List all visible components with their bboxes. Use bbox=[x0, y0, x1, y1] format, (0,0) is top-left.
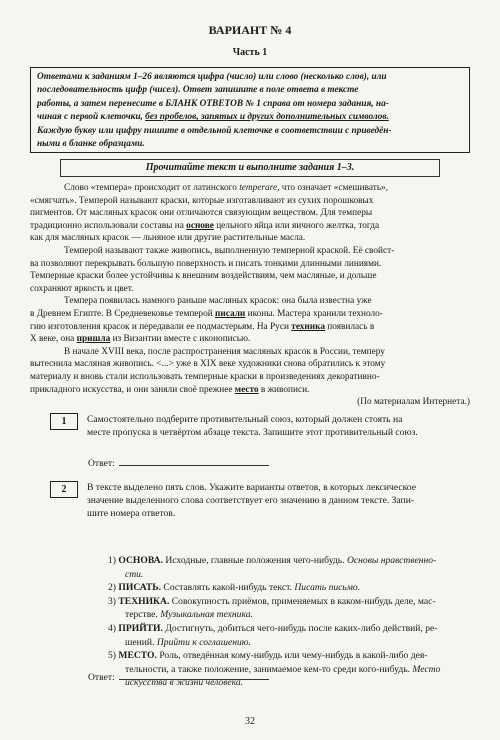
answer-label: Ответ: bbox=[88, 672, 115, 683]
instructions-line: ными в бланке образцами. bbox=[37, 139, 145, 150]
text-source: (По материалам Интернета.) bbox=[357, 397, 470, 408]
text-line: X веке, она пришла из Византии вместе с иконописью. bbox=[30, 334, 251, 345]
reading-text bbox=[30, 182, 470, 409]
text-line: как для масляных красок — льняное или другие растительные масла. bbox=[30, 233, 306, 244]
option-item: 1) ОСНОВА. Исходные, главные положения чего-нибудь. Основы нравственно- сти. bbox=[108, 555, 437, 580]
answer-label: Ответ: bbox=[88, 458, 115, 469]
option-item: 3) ТЕХНИКА. Совокупность приёмов, применяемых в каком-нибудь деле, мас- терстве. Музыкальная техника. bbox=[108, 595, 436, 621]
text-line: материалу и вновь стали использовать темперные краски в произведениях декоративно- bbox=[30, 371, 380, 382]
instructions-line: Ответами к заданиям 1–26 являются цифра (число) или слово (несколько слов), или bbox=[37, 72, 387, 82]
task-number-1: 1 bbox=[50, 413, 78, 430]
highlighted-word: техника bbox=[291, 321, 325, 332]
text-line: Темперой называют также живопись, выполненную темперной краской. Её свойст- bbox=[64, 245, 395, 256]
instructions-line: работы, а затем перенесите в БЛАНК ОТВЕТОВ № 1 справа от номера задания, на- bbox=[37, 98, 389, 109]
text-line: Темпера появилась намного раньше масляных красок: она была известна уже bbox=[64, 296, 372, 307]
reading-banner: Прочитайте текст и выполните задания 1–3. bbox=[60, 159, 440, 177]
task-number-2: 2 bbox=[50, 481, 78, 498]
instructions-line: последовательность цифр (чисел). Ответ запишите в поле ответа в тексте bbox=[37, 85, 359, 96]
answer-line[interactable] bbox=[119, 669, 269, 680]
text-line: Слово «темпера» происходит от латинского temperare, что означает «смешивать», bbox=[64, 183, 389, 193]
instructions-line: Каждую букву или цифру пишите в отдельной клеточке в соответствии с приведён- bbox=[37, 125, 392, 136]
text-line: Темперные краски более устойчивы к внешним воздействиям, чем масляные, и дольше bbox=[30, 271, 377, 282]
highlighted-word: основе bbox=[186, 220, 214, 231]
answer-line[interactable] bbox=[119, 455, 269, 466]
highlighted-word: место bbox=[234, 384, 259, 395]
option-item: 4) ПРИЙТИ. Достигнуть, добиться чего-нибудь после каких-либо действий, ре- шений. Прийти к соглашению. bbox=[108, 622, 438, 648]
text-line: традиционно использовали составы на основе цельного яйца или яичного желтка, тогда bbox=[30, 220, 380, 231]
highlighted-word: писали bbox=[215, 308, 246, 319]
task-2-text bbox=[87, 481, 471, 520]
option-item: 5) МЕСТО. Роль, отведённая кому-нибудь или чему-нибудь в какой-либо дея- тельности, а также положение, занимаемое кем-то среди кого-нибудь. Место искусства в жизни человека. bbox=[108, 650, 441, 689]
task-1-answer[interactable] bbox=[88, 455, 269, 469]
variant-title: ВАРИАНТ № 4 bbox=[208, 23, 292, 37]
text-line: пигментов. От масляных красок они отличаются связующим веществом. Для темперы bbox=[30, 208, 373, 219]
text-line: сохраняют яркость и цвет. bbox=[30, 283, 134, 294]
text-line: гию изготовления красок и передавали ее подмастерьям. На Руси техника появилась в bbox=[30, 321, 375, 332]
text-line: вытеснила масляная живопись. <...> уже в XIX веке художники снова обратились к этому bbox=[30, 359, 386, 370]
task-line: месте пропуска в четвёртом абзаце текста. Запишите этот противительный союз. bbox=[87, 427, 418, 438]
text-line: «смягчать». Темперой называют краски, которые изготавливают из сухих порошковых bbox=[30, 195, 374, 206]
text-line: В начале XVIII века, после распространения масляных красок в России, темперу bbox=[64, 346, 385, 357]
task-line: шите номера ответов. bbox=[87, 508, 176, 519]
task-1-text bbox=[87, 413, 471, 439]
task-line: В тексте выделено пять слов. Укажите варианты ответов, в которых лексическое bbox=[87, 482, 416, 493]
text-line: в Древнем Египте. В Средневековье темперой писали иконы. Мастера хранили техноло- bbox=[30, 308, 383, 319]
page-number: 32 bbox=[245, 716, 255, 727]
task-line: Самостоятельно подберите противительный союз, который должен стоять на bbox=[87, 414, 403, 425]
instructions-box bbox=[30, 67, 470, 153]
task-line: значение выделенного слова соответствует его значению в данном тексте. Запи- bbox=[87, 495, 415, 506]
instructions-line: чиная с первой клеточки, без пробелов, запятых и других дополнительных символов. bbox=[37, 112, 389, 123]
highlighted-word: пришла bbox=[76, 334, 111, 345]
part-title: Часть 1 bbox=[232, 47, 268, 58]
task-2-answer[interactable] bbox=[88, 669, 269, 683]
option-item: 2) ПИСАТЬ. Составлять какой-нибудь текст. Писать письмо. bbox=[108, 582, 361, 594]
text-line: ва позволяют перекрывать большую поверхность и писать тонкими длинными линиями. bbox=[30, 258, 382, 269]
text-line: прикладного искусства, и они заняли своё прежнее место в живописи. bbox=[30, 384, 310, 395]
